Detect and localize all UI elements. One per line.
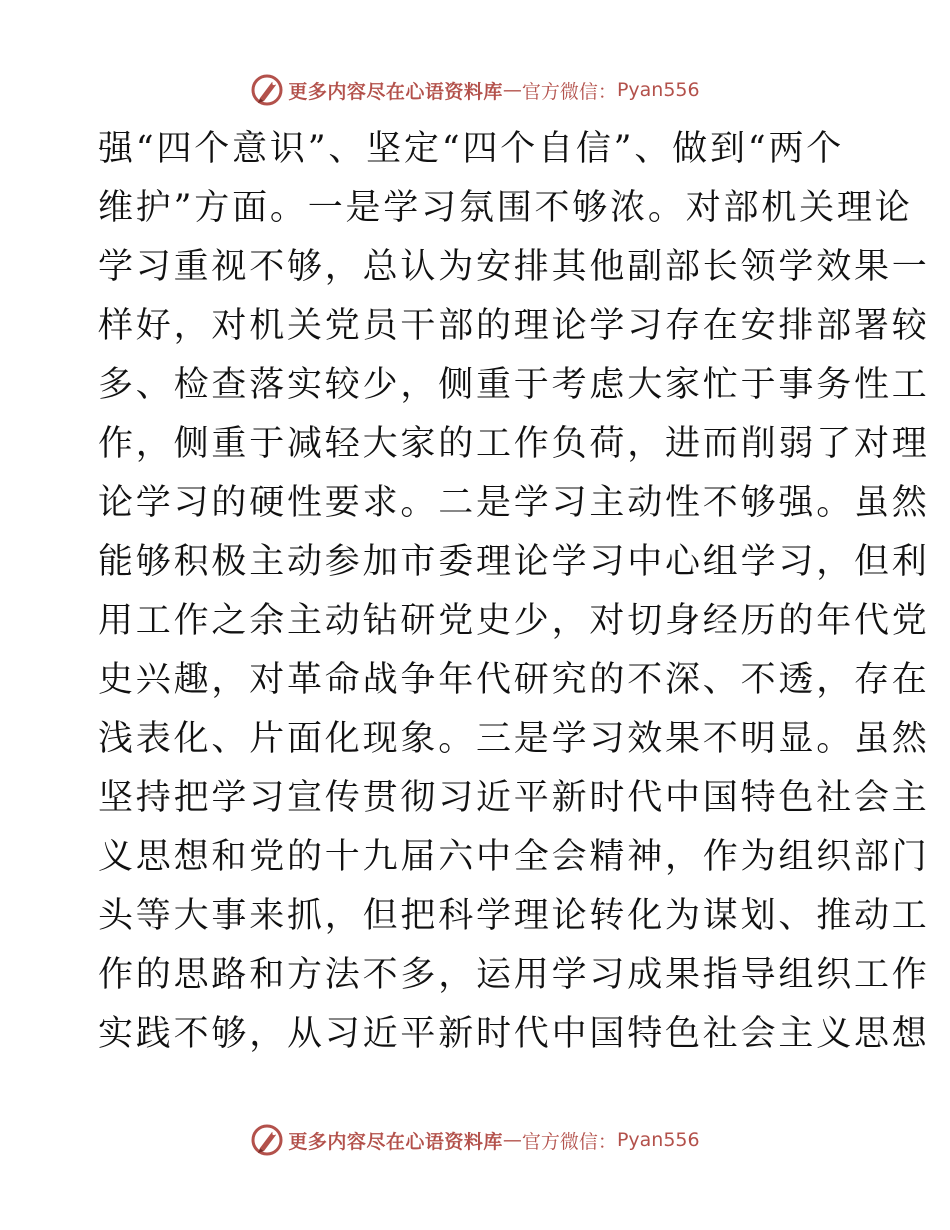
text-line: 论学习的硬性要求。二是学习主动性不够强。虽然 bbox=[98, 483, 930, 523]
footer-brand-text: 更多内容尽在心语资料库 bbox=[288, 1130, 503, 1153]
header-banner bbox=[0, 70, 950, 110]
text-line: 作，侧重于减轻大家的工作负荷，进而削弱了对理 bbox=[98, 424, 930, 464]
pen-nib-icon bbox=[250, 1123, 284, 1157]
text-line: 头等大事来抓，但把科学理论转化为谋划、推动工 bbox=[98, 896, 930, 936]
text-line: 强“四个意识”、坚定“四个自信”、做到“两个 bbox=[98, 129, 845, 169]
text-line: 坚持把学习宣传贯彻习近平新时代中国特色社会主 bbox=[98, 778, 930, 818]
text-line: 义思想和党的十九届六中全会精神，作为组织部门 bbox=[98, 837, 930, 877]
text-line: 学习重视不够，总认为安排其他副部长领学效果一 bbox=[98, 247, 930, 287]
pen-nib-icon bbox=[250, 73, 284, 107]
header-dash: — bbox=[502, 79, 522, 101]
text-line: 浅表化、片面化现象。三是学习效果不明显。虽然 bbox=[98, 719, 930, 759]
footer-dash: — bbox=[502, 1129, 522, 1151]
text-line: 用工作之余主动钻研党史少，对切身经历的年代党 bbox=[98, 601, 930, 641]
document-body bbox=[98, 120, 930, 1064]
text-line: 维护”方面。一是学习氛围不够浓。对部机关理论 bbox=[98, 188, 913, 228]
header-brand-text: 更多内容尽在心语资料库 bbox=[288, 80, 503, 103]
text-line: 史兴趣，对革命战争年代研究的不深、不透，存在 bbox=[98, 660, 930, 700]
text-line: 能够积极主动参加市委理论学习中心组学习，但利 bbox=[98, 542, 930, 582]
header-contact-id: Pyan556 bbox=[616, 79, 700, 101]
text-line: 实践不够，从习近平新时代中国特色社会主义思想 bbox=[98, 1014, 930, 1054]
header-contact-label: 官方微信： bbox=[521, 80, 617, 103]
footer-contact-label: 官方微信： bbox=[521, 1130, 617, 1153]
text-line: 样好，对机关党员干部的理论学习存在安排部署较 bbox=[98, 306, 930, 346]
footer-contact-id: Pyan556 bbox=[616, 1129, 700, 1151]
footer-banner bbox=[0, 1120, 950, 1160]
text-line: 作的思路和方法不多，运用学习成果指导组织工作 bbox=[98, 955, 930, 995]
text-line: 多、检查落实较少，侧重于考虑大家忙于事务性工 bbox=[98, 365, 930, 405]
